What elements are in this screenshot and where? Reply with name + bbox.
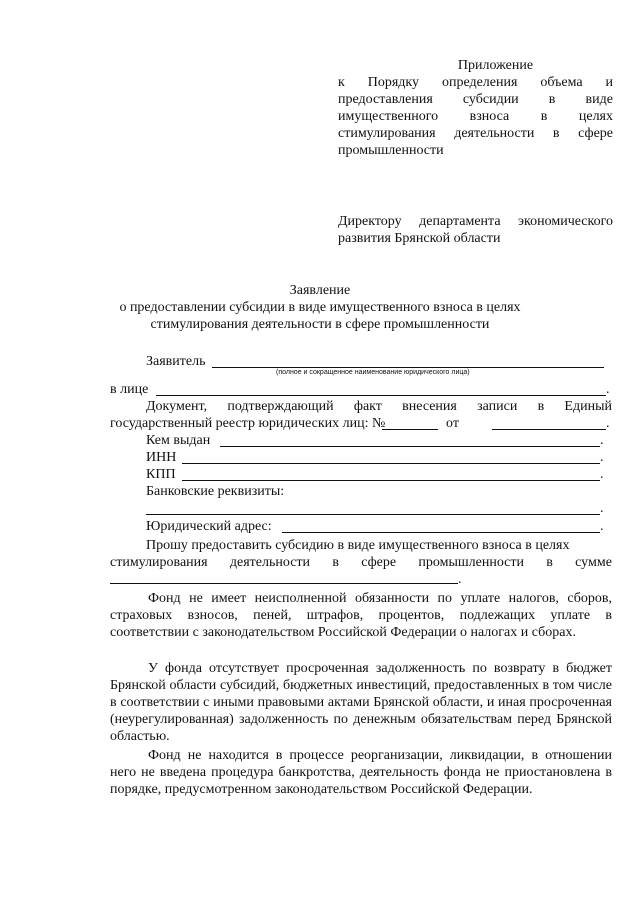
person-label: в лице xyxy=(110,382,149,397)
kpp-row xyxy=(110,466,612,483)
applicant-row xyxy=(110,353,612,370)
issued-period: . xyxy=(600,433,604,448)
paragraph-no-arrears: У фонда отсутствует просроченная задолженность по возврату в бюджет Брянской области субсидий, бюджетных инвестиций, предоставленных в том числе в соответствии с иными правовыми актами Брянской области, и иная просроченная (неурегулированная) задолженность по денежным обязательствам перед Брянской областью. xyxy=(110,661,612,744)
request-word: стимулирования xyxy=(110,555,208,570)
request-word: промышленности xyxy=(418,555,524,570)
registry-date-field[interactable] xyxy=(492,429,606,430)
issued-label: Кем выдан xyxy=(146,433,211,448)
applicant-hint: (полное и сокращенное наименование юридического лица) xyxy=(276,369,470,376)
request-word: в xyxy=(332,555,339,570)
doc-word: внесения xyxy=(402,399,457,414)
applicant-field[interactable] xyxy=(212,367,604,368)
person-field[interactable] xyxy=(156,395,606,396)
registry-from-label: от xyxy=(446,416,459,431)
doc-word: факт xyxy=(353,399,382,414)
amount-period: . xyxy=(458,572,462,587)
document-subtitle: о предоставлении субсидии в виде имущественного взноса в целях стимулирования деятельности в сфере промышленности xyxy=(119,300,521,332)
address-period: . xyxy=(600,519,604,534)
kpp-field[interactable] xyxy=(182,480,600,481)
request-word: сумме xyxy=(575,555,612,570)
doc-word: Единый xyxy=(564,399,612,414)
doc-word: в xyxy=(537,399,545,414)
doc-word: подтверждающий xyxy=(227,399,334,414)
doc-line-2 xyxy=(110,415,612,432)
annex-title: Приложение xyxy=(457,58,534,73)
kpp-period: . xyxy=(600,467,604,482)
doc-line-1 xyxy=(146,398,612,415)
addressee: Директору департамента экономического развития Брянской области xyxy=(338,214,613,246)
request-text-1: Прошу предоставить субсидию в виде имущественного взноса в целях xyxy=(146,538,570,553)
bank-field-row xyxy=(110,500,612,517)
annex-text: к Порядку определения объема и предоставления субсидии в виде имущественного взноса в целях стимулирования деятельности в сфере промышленности xyxy=(338,75,613,158)
request-line-1 xyxy=(146,537,612,554)
request-word: сфере xyxy=(361,555,397,570)
inn-period: . xyxy=(600,450,604,465)
request-word: в xyxy=(546,555,553,570)
registry-number-field[interactable] xyxy=(382,429,438,430)
issued-field[interactable] xyxy=(220,446,600,447)
address-label: Юридический адрес: xyxy=(146,519,272,534)
amount-row xyxy=(110,571,612,588)
annex-block xyxy=(338,57,613,159)
bank-label: Банковские реквизиты: xyxy=(146,484,285,499)
issued-row xyxy=(110,432,612,449)
applicant-label: Заявитель xyxy=(146,354,206,369)
doc-word: Документ, xyxy=(146,399,208,414)
paragraph-no-debts: Фонд не имеет неисполненной обязанности по уплате налогов, сборов, страховых взносов, пеней, штрафов, процентов, подлежащих уплате в соответствии с законодательством Российской Федерации о налогах и сборах. xyxy=(110,591,612,640)
registry-period: . xyxy=(606,416,610,431)
person-period: . xyxy=(606,382,610,397)
inn-field[interactable] xyxy=(182,463,600,464)
inn-row xyxy=(110,449,612,466)
doc-word: записи xyxy=(477,399,518,414)
registry-label: государственный реестр юридических лиц: № xyxy=(110,416,386,431)
bank-row xyxy=(110,483,612,500)
address-field[interactable] xyxy=(282,532,600,533)
paragraph-no-reorganization: Фонд не находится в процессе реорганизации, ликвидации, в отношении него не введена процедура банкротства, деятельность фонда не приостановлена в порядке, предусмотренном законодательством Российской Федерации. xyxy=(110,748,612,797)
kpp-label: КПП xyxy=(146,467,176,482)
amount-field[interactable] xyxy=(110,583,458,584)
request-word: деятельности xyxy=(229,555,311,570)
address-row xyxy=(110,518,612,535)
document-title: Заявление xyxy=(289,283,351,298)
inn-label: ИНН xyxy=(146,450,177,465)
bank-period: . xyxy=(600,501,604,516)
bank-field[interactable] xyxy=(146,514,600,515)
request-line-2 xyxy=(110,554,612,571)
person-row xyxy=(110,381,612,398)
